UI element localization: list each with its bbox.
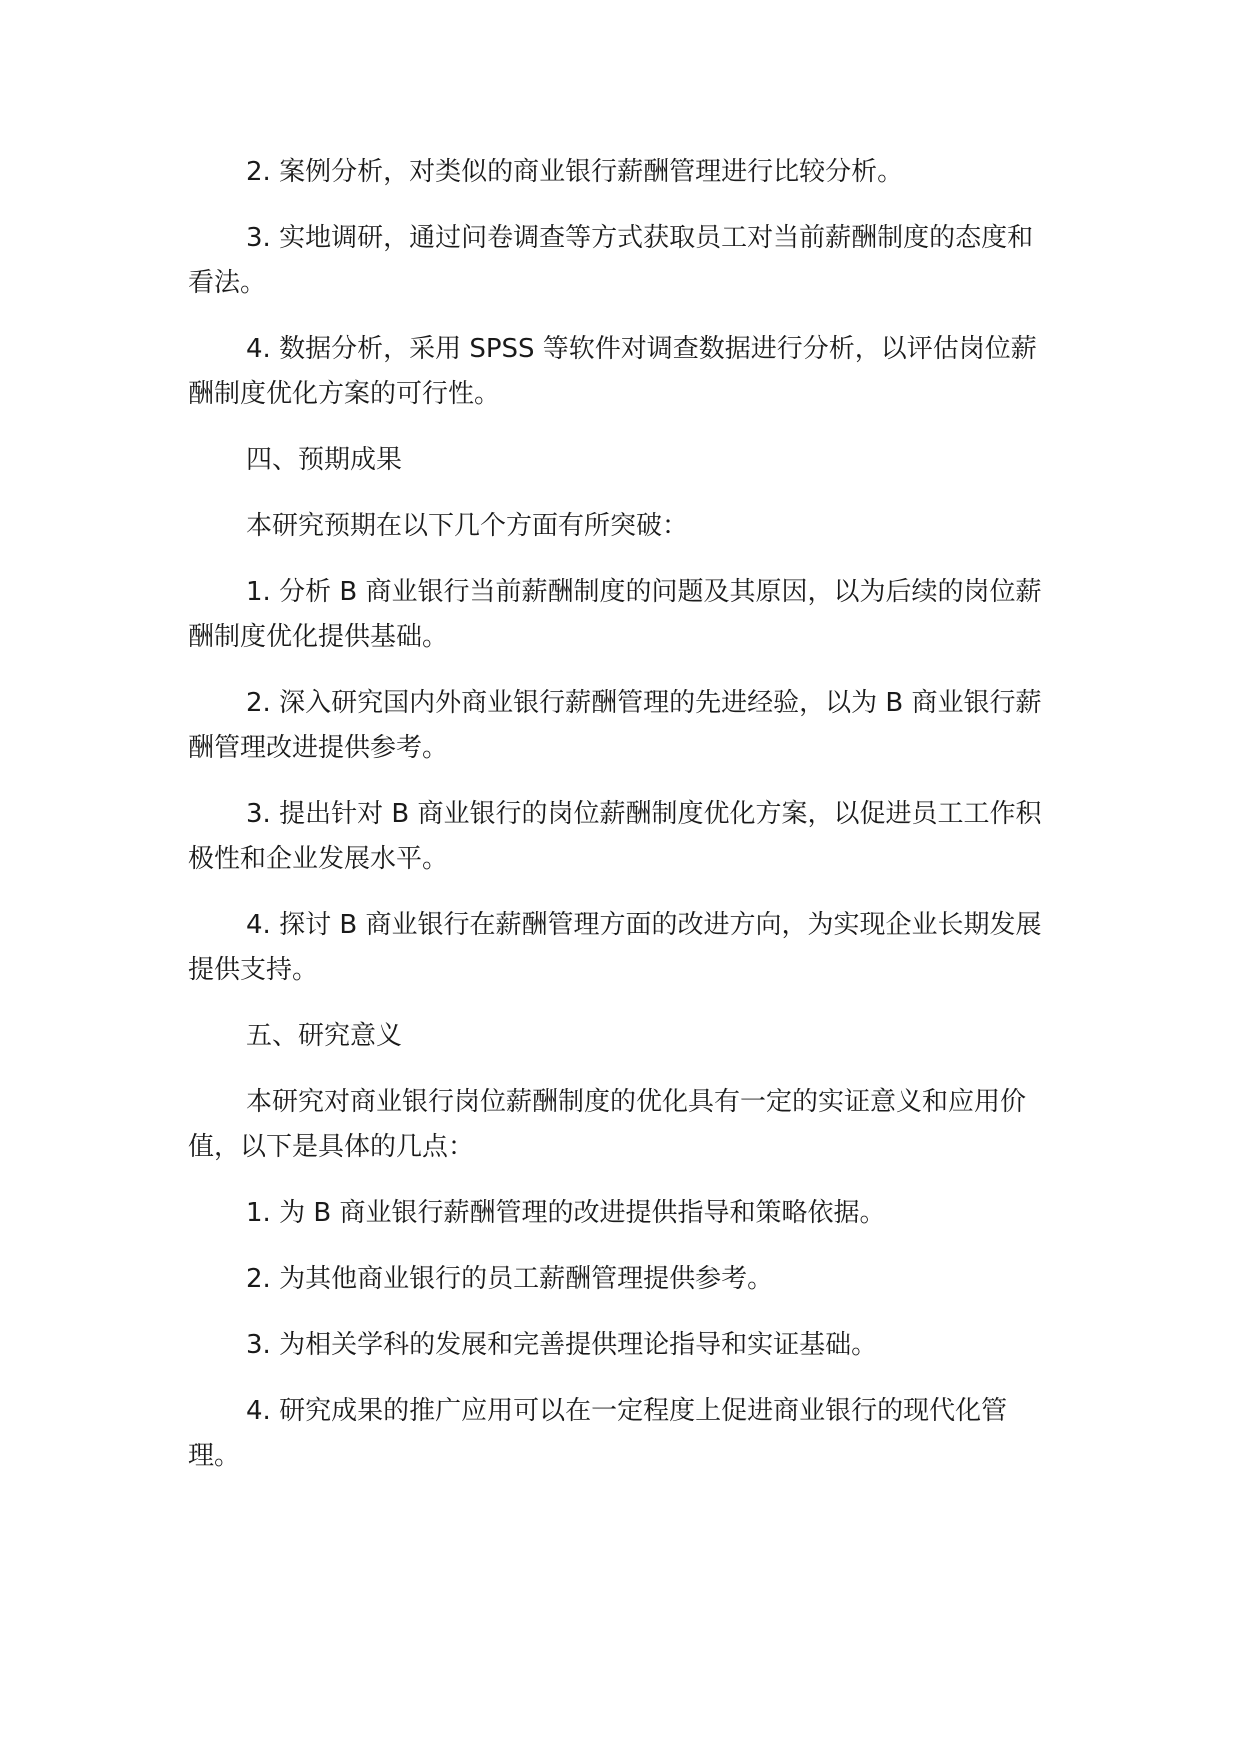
document-body — [188, 150, 1048, 1500]
paragraph-expected-1: 1. 分析 B 商业银行当前薪酬制度的问题及其原因，以为后续的岗位薪酬制度优化提供基础。 — [188, 577, 1042, 652]
paragraph-expected-4: 4. 探讨 B 商业银行在薪酬管理方面的改进方向，为实现企业长期发展提供支持。 — [188, 910, 1042, 985]
section-heading-expected-results: 四、预期成果 — [246, 445, 403, 475]
paragraph-method-2: 2. 案例分析，对类似的商业银行薪酬管理进行比较分析。 — [246, 157, 904, 187]
paragraph-significance-4: 4. 研究成果的推广应用可以在一定程度上促进商业银行的现代化管理。 — [188, 1396, 1008, 1471]
paragraph-method-3: 3. 实地调研，通过问卷调查等方式获取员工对当前薪酬制度的态度和看法。 — [188, 223, 1034, 298]
paragraph-significance-3: 3. 为相关学科的发展和完善提供理论指导和实证基础。 — [246, 1330, 878, 1360]
paragraph-significance-intro: 本研究对商业银行岗位薪酬制度的优化具有一定的实证意义和应用价值，以下是具体的几点： — [188, 1087, 1027, 1162]
section-heading-significance: 五、研究意义 — [246, 1021, 403, 1051]
paragraph-expected-intro: 本研究预期在以下几个方面有所突破： — [246, 511, 689, 541]
paragraph-expected-2: 2. 深入研究国内外商业银行薪酬管理的先进经验，以为 B 商业银行薪酬管理改进提供参考。 — [188, 688, 1042, 763]
paragraph-significance-1: 1. 为 B 商业银行薪酬管理的改进提供指导和策略依据。 — [246, 1198, 886, 1228]
paragraph-expected-3: 3. 提出针对 B 商业银行的岗位薪酬制度优化方案，以促进员工工作积极性和企业发展水平。 — [188, 799, 1042, 874]
paragraph-significance-2: 2. 为其他商业银行的员工薪酬管理提供参考。 — [246, 1264, 774, 1294]
paragraph-method-4: 4. 数据分析，采用 SPSS 等软件对调查数据进行分析，以评估岗位薪酬制度优化方案的可行性。 — [188, 334, 1037, 409]
